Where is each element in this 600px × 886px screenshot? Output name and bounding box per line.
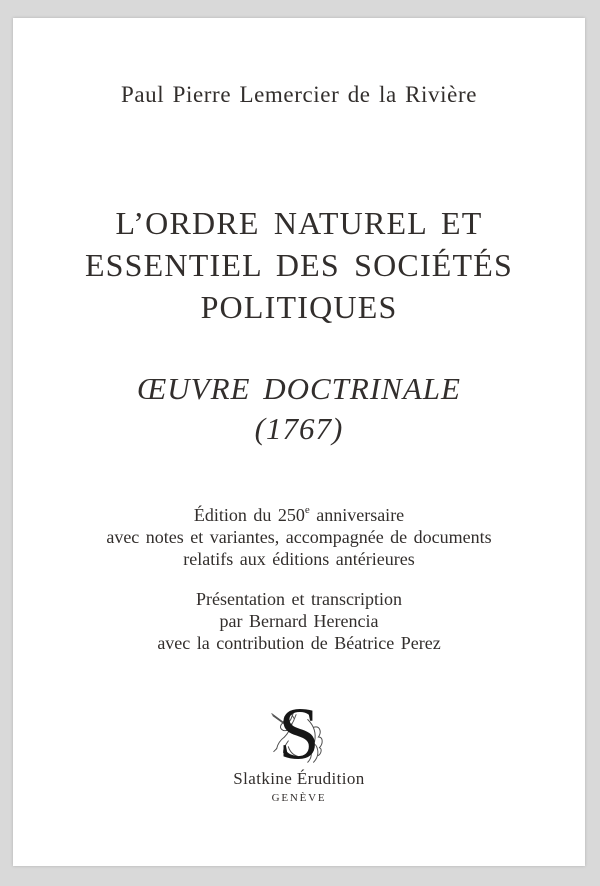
- book-title-line-3: POLITIQUES: [200, 289, 398, 325]
- book-title-line-2: ESSENTIEL DES SOCIÉTÉS: [84, 247, 514, 283]
- publisher-name: Slatkine Érudition: [233, 769, 365, 788]
- edition-note-line-2: avec notes et variantes, accompagnée de documents: [106, 527, 492, 547]
- edition-note: [13, 504, 585, 570]
- book-title-line-1: L’ORDRE NATUREL ET: [115, 205, 483, 241]
- publisher-logo: [263, 704, 335, 770]
- credits-line-1: Présentation et transcription: [196, 589, 402, 609]
- book-title: [13, 202, 585, 328]
- edition-note-line-3: relatifs aux éditions antérieures: [183, 549, 415, 569]
- author-line: Paul Pierre Lemercier de la Rivière: [120, 82, 478, 107]
- edition-note-ordinal-sup: e: [304, 504, 310, 516]
- logo-letter-s: S: [278, 704, 320, 770]
- work-title-year: (1767): [254, 411, 344, 446]
- credits-line-2: par Bernard Herencia: [219, 611, 379, 631]
- work-title: [13, 369, 585, 449]
- credits-block: [13, 588, 585, 654]
- slatkine-unicorn-logo-icon: [263, 704, 335, 770]
- edition-note-line-1-text: Édition du 250: [193, 505, 305, 525]
- edition-note-line-1: [13, 504, 585, 526]
- credits-line-3: avec la contribution de Béatrice Perez: [157, 633, 441, 653]
- book-title-page: [13, 18, 585, 866]
- publisher-city: GENÈVE: [271, 792, 327, 804]
- work-title-line-1: ŒUVRE DOCTRINALE: [137, 371, 461, 406]
- edition-note-line-1-rest: anniversaire: [309, 505, 405, 525]
